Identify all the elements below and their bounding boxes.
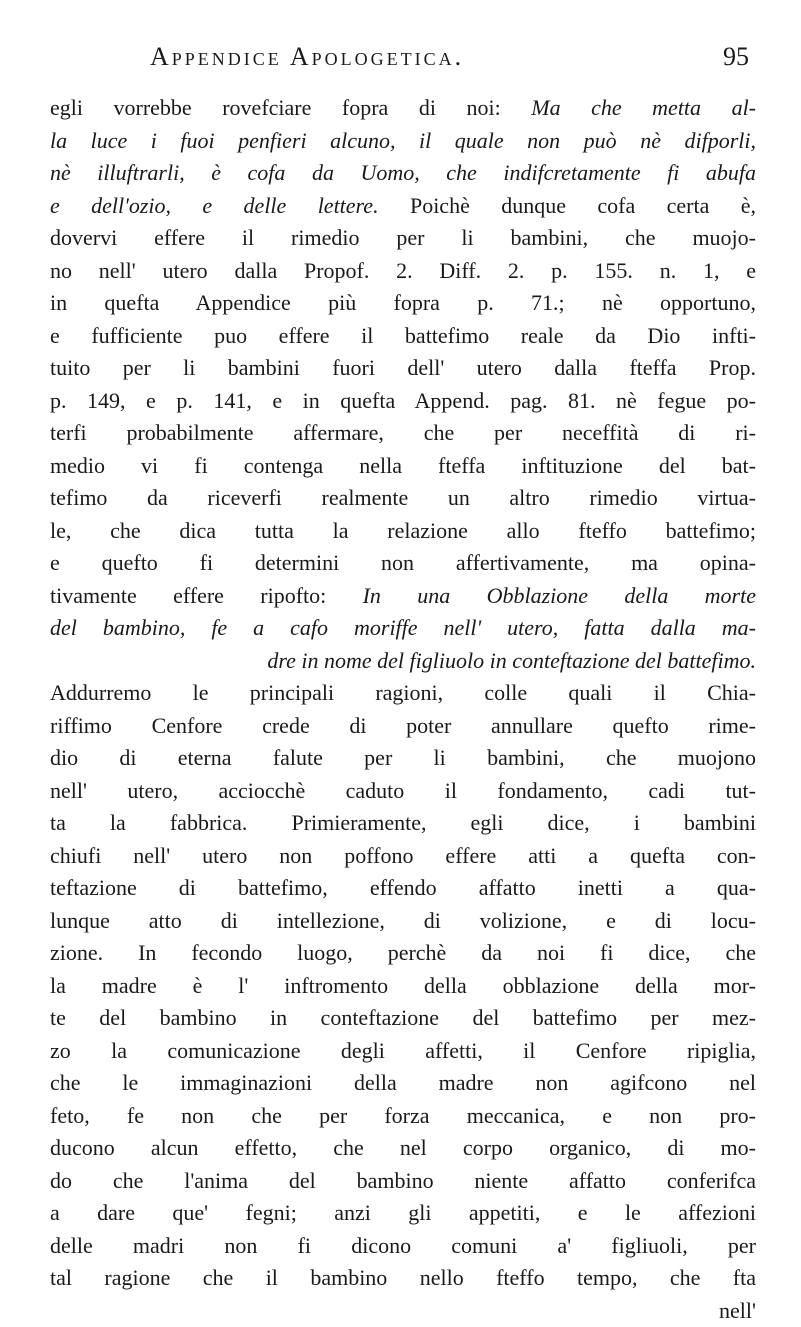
text-line <box>50 92 756 125</box>
page-number: 95 <box>723 42 749 72</box>
text-line <box>50 417 756 450</box>
text-line <box>50 840 756 873</box>
text-line <box>50 710 756 743</box>
body-text <box>50 92 756 1327</box>
text-line <box>50 1262 756 1295</box>
catchword: nell' <box>50 1295 756 1327</box>
running-head: Appendice Apologetica. <box>150 42 464 72</box>
text-line <box>50 742 756 775</box>
text-run: delle madri non fi dicono comuni a' figliuoli, per <box>50 1233 756 1258</box>
text-run: zo la comunicazione degli affetti, il Cenfore ripiglia, <box>50 1038 756 1063</box>
text-run: le, che dica tutta la relazione allo fteffo battefimo; <box>50 518 756 543</box>
text-line <box>50 612 756 645</box>
text-line <box>50 1067 756 1100</box>
italic-text: nè illuftrarli, è cofa da Uomo, che indifcretamente fi abufa <box>50 160 756 185</box>
text-line <box>50 287 756 320</box>
text-line <box>50 1002 756 1035</box>
italic-text: Ma che metta al- <box>531 95 756 120</box>
text-line <box>50 905 756 938</box>
text-line <box>50 450 756 483</box>
italic-text: la luce i fuoi penfieri alcuno, il quale non può nè difporli, <box>50 128 756 153</box>
text-run: ducono alcun effetto, che nel corpo organico, di mo- <box>50 1135 756 1160</box>
italic-text: dre in nome del figliuolo in conteftazione del battefimo. <box>267 648 756 673</box>
text-line <box>50 1165 756 1198</box>
text-line <box>50 125 756 158</box>
text-line <box>50 872 756 905</box>
text-line <box>50 255 756 288</box>
text-line <box>50 352 756 385</box>
text-run: tefimo da riceverfi realmente un altro rimedio virtua- <box>50 485 756 510</box>
text-line <box>50 1035 756 1068</box>
italic-text: e dell'ozio, e delle lettere. <box>50 193 379 218</box>
text-run: ta la fabbrica. Primieramente, egli dice, i bambini <box>50 810 756 835</box>
text-line <box>50 222 756 255</box>
text-line <box>50 320 756 353</box>
text-line <box>50 1197 756 1230</box>
text-run: nell' utero, acciocchè caduto il fondamento, cadi tut- <box>50 778 756 803</box>
text-run: la madre è l' inftromento della obblazione della mor- <box>50 973 756 998</box>
text-run: te del bambino in conteftazione del battefimo per mez- <box>50 1005 756 1030</box>
text-run: teftazione di battefimo, effendo affatto inetti a qua- <box>50 875 756 900</box>
text-run: che le immaginazioni della madre non agifcono nel <box>50 1070 756 1095</box>
text-line <box>50 937 756 970</box>
text-run: e fufficiente puo effere il battefimo reale da Dio infti- <box>50 323 756 348</box>
text-line <box>50 580 756 613</box>
text-run: feto, fe non che per forza meccanica, e non pro- <box>50 1103 756 1128</box>
text-run: no nell' utero dalla Propof. 2. Diff. 2. p. 155. n. 1, e <box>50 258 756 283</box>
text-run: tal ragione che il bambino nello fteffo tempo, che fta <box>50 1265 756 1290</box>
text-run: dio di eterna falute per li bambini, che muojono <box>50 745 756 770</box>
text-line <box>50 547 756 580</box>
text-run: a dare que' fegni; anzi gli appetiti, e le affezioni <box>50 1200 756 1225</box>
text-run: tivamente effere ripofto: <box>50 583 363 608</box>
text-line <box>50 385 756 418</box>
text-line <box>50 1100 756 1133</box>
text-run: e quefto fi determini non affertivamente, ma opina- <box>50 550 756 575</box>
text-line <box>50 970 756 1003</box>
text-run: chiufi nell' utero non poffono effere atti a quefta con- <box>50 843 756 868</box>
text-run: tuito per li bambini fuori dell' utero dalla fteffa Prop. <box>50 355 756 380</box>
italic-text: In una Obblazione della morte <box>363 583 756 608</box>
text-line <box>50 1132 756 1165</box>
text-run: do che l'anima del bambino niente affatto conferifca <box>50 1168 756 1193</box>
page-header <box>0 42 801 76</box>
text-line <box>50 1230 756 1263</box>
text-run: terfi probabilmente affermare, che per neceffità di ri- <box>50 420 756 445</box>
text-line <box>50 157 756 190</box>
text-run: Poichè dunque cofa certa è, <box>379 193 756 218</box>
text-line <box>50 190 756 223</box>
text-line <box>50 515 756 548</box>
text-line <box>50 775 756 808</box>
text-run: dovervi effere il rimedio per li bambini, che muojo- <box>50 225 756 250</box>
text-line <box>50 677 756 710</box>
text-run: p. 149, e p. 141, e in quefta Append. pag. 81. nè fegue po- <box>50 388 756 413</box>
text-line <box>50 807 756 840</box>
text-line <box>50 482 756 515</box>
text-run: riffimo Cenfore crede di poter annullare quefto rime- <box>50 713 756 738</box>
text-run: Addurremo le principali ragioni, colle quali il Chia- <box>50 680 756 705</box>
italic-text: del bambino, fe a cafo moriffe nell' utero, fatta dalla ma- <box>50 615 756 640</box>
text-line <box>50 645 756 678</box>
text-run: zione. In fecondo luogo, perchè da noi fi dice, che <box>50 940 756 965</box>
text-run: in quefta Appendice più fopra p. 71.; nè opportuno, <box>50 290 756 315</box>
text-run: egli vorrebbe rovefciare fopra di noi: <box>50 95 531 120</box>
text-run: lunque atto di intellezione, di volizione, e di locu- <box>50 908 756 933</box>
text-run: medio vi fi contenga nella fteffa inftituzione del bat- <box>50 453 756 478</box>
